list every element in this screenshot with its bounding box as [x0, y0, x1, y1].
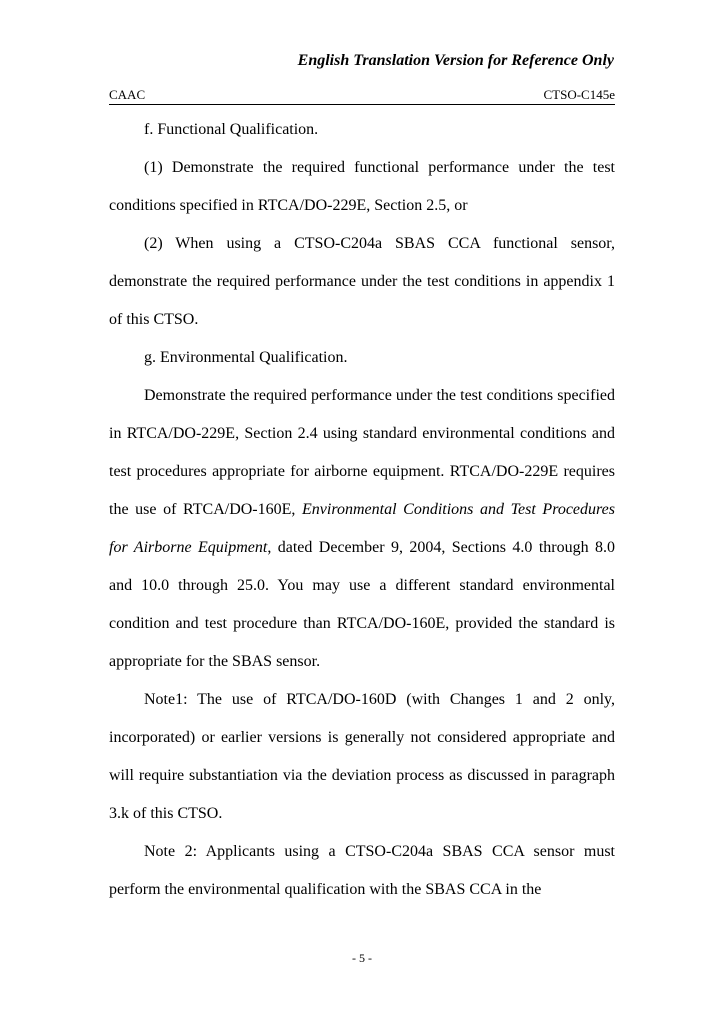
paragraph-f2: (2) When using a CTSO-C204a SBAS CCA functional sensor, demonstrate the required performance under the test conditions in appendix 1 of this CTSO.	[109, 235, 615, 328]
header-org: CAAC	[109, 87, 146, 102]
translation-note: English Translation Version for Reference Only	[297, 52, 614, 69]
note-1: Note1: The use of RTCA/DO-160D (with Changes 1 and 2 only, incorporated) or earlier versions is generally not considered appropriate and will require substantiation via the deviation process as discussed in paragraph 3.k of this CTSO.	[109, 691, 615, 822]
paragraph-f1: (1) Demonstrate the required functional performance under the test conditions specified in RTCA/DO-229E, Section 2.5, or	[109, 159, 615, 214]
g-text-part-1: Demonstrate the required performance under the test conditions specified in RTCA/DO-229E, Section 2.4 using standard environmental conditions and test procedures appropriate for airborne equipment. RTCA/DO-229E requires the use of RTCA/DO-160E,	[109, 387, 615, 518]
g-text-document-title: Environmental Conditions and Test Procedures for Airborne Equipment	[109, 501, 615, 556]
page-body	[109, 111, 615, 909]
g-text-part-2: , dated December 9, 2004, Sections 4.0 through 8.0 and 10.0 through 25.0. You may use a different standard environmental condition and test procedure than RTCA/DO-160E, provided the standard is appropriate for the SBAS sensor.	[109, 539, 615, 670]
page-number: - 5 -	[352, 951, 372, 965]
section-f-heading: f. Functional Qualification.	[144, 121, 319, 138]
section-g-heading: g. Environmental Qualification.	[144, 349, 348, 366]
header-doc-id: CTSO-C145e	[543, 87, 615, 102]
note-2: Note 2: Applicants using a CTSO-C204a SBAS CCA sensor must perform the environmental qualification with the SBAS CCA in the	[109, 843, 615, 898]
paragraph-g-text	[109, 377, 615, 681]
running-header	[109, 87, 615, 105]
